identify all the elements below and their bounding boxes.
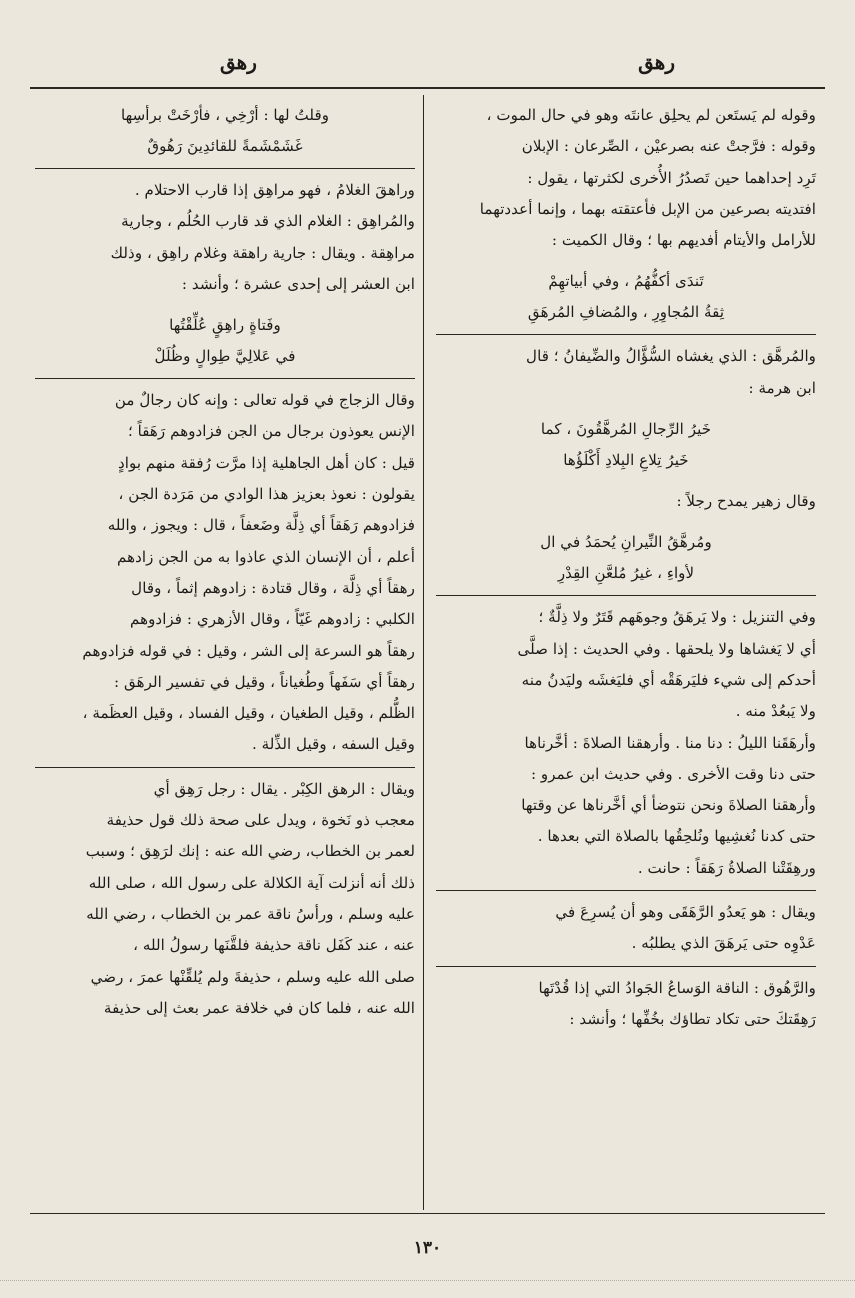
text-line: الظُّلم ، وقيل الطغيان ، وقيل الفساد ، وقيل العظَمة ، — [82, 704, 415, 723]
text-line: وراهقَ الغلامُ ، فهو مراهِق إذا قارب الاحتلام . — [134, 181, 415, 199]
section-divider — [35, 168, 415, 169]
verse-line: ومُرهَّقُ النِّيرانِ يُحمَدُ في ال — [540, 533, 712, 552]
section-divider — [436, 966, 816, 967]
text-line: ابن العشر إلى إحدى عشرة ؛ وأنشد : — [181, 274, 415, 293]
text-line: يقولون : نعوذ بعزيز هذا الوادي من مَرَدة الجن ، — [118, 485, 415, 504]
section-divider — [436, 334, 816, 335]
verse-line: غَشَمْشَمةً للقائدِينَ رَهُوقٌ — [147, 137, 303, 155]
section-divider — [35, 767, 415, 768]
verse-line: خَيرُ الرِّجالِ المُرهَّقُونَ ، كما — [540, 420, 712, 439]
bottom-rule — [30, 1213, 825, 1214]
text-line: حتى كدنا نُغشِيها ونُلحِقُها بالصلاة التي بعدها . — [537, 827, 816, 846]
text-line: وقيل السفه ، وقيل الذِّلة . — [251, 735, 415, 754]
text-line: الله عنه ، فلما كان في خلافة عمر بعث إلى حذيفة — [103, 998, 415, 1017]
text-line: أي لا يَغشاها ولا يلحقها . وفي الحديث : إذا صلَّى — [517, 639, 816, 658]
text-line: قيل : كان أهل الجاهلية إذا مرَّت رُفقة منهم بوادٍ — [117, 453, 415, 472]
text-line: رهقاً أي سَفَهاً وطُغياناً ، وقيل في تفسير الرهَق : — [114, 672, 415, 691]
text-line: وفي التنزيل : ولا يَرهَقُ وجوهَهم قَتَرٌ ولا ذِلَّةٌ ؛ — [538, 608, 816, 627]
text-line: والمُرهَّق : الذي يغشاه السُّؤَّالُ والضِّيفانُ ؛ قال — [526, 347, 816, 366]
text-line: وأرهَقَنا الليلُ : دنا منا . وأرهقنا الصلاةَ : أخَّرناها — [524, 733, 816, 752]
text-line: رهقاً أي ذِلَّة ، وقال قتادة : زادوهم إثماً ، وقال — [131, 578, 415, 597]
text-line: عنه ، عند كَفَل ناقة حذيفة فلقَّنَها رسولُ الله ، — [133, 936, 415, 955]
verse-line: وفَتاةٍ راهِقٍ عُلِّقْتُها — [169, 316, 281, 335]
verse-line: ثِقةُ المُجاوِرِ ، والمُضافِ المُرهَقِ — [527, 303, 725, 322]
top-rule — [30, 87, 825, 89]
text-line: وقوله لم يَستَعن لم يحلِق عانتَه وهو في حال الموت ، — [486, 106, 816, 124]
text-line: وقوله : فرَّجتْ عنه بصرعيْن ، الصِّرعان : الإبلان — [521, 137, 816, 156]
text-line: ويقال : هو يَعدُو الرَّهَقَى وهو أن يُسرِعَ في — [555, 903, 816, 922]
text-line: ذلك أنه أنزلت آية الكلالة على رسول الله ، صلى الله — [88, 873, 415, 892]
text-line: فزادوهم رَهَقاً أي ذِلَّة وضَعفاً ، قال : ويجوز ، والله — [107, 516, 415, 535]
text-line: أعلم ، أن الإنسان الذي عاذوا به من الجن زادهم — [116, 547, 415, 566]
verse-line: في عَلالِيَّ طِوالٍ وظُلَلْ — [154, 347, 296, 366]
header-keyword-left: رهق — [220, 50, 257, 74]
text-line: معجب ذو نَخوة ، ويدل على صحة ذلك قول حذيفة — [106, 811, 415, 830]
section-divider — [436, 595, 816, 596]
left-column — [35, 100, 415, 1024]
section-divider — [436, 890, 816, 891]
text-line: تَرِد إحداهما حين تَصدُرُ الأُخرى لكثرتها ، يقول : — [527, 168, 816, 187]
text-line: رهقاً هو السرعة إلى الشر ، وقيل : في قوله فزادوهم — [82, 641, 415, 660]
verse-line: خَيرُ تِلاعِ البِلادِ أَكْلَؤُها — [563, 451, 689, 470]
text-line: والمُراهِق : الغلام الذي قد قارب الحُلُم ، وجارية — [121, 212, 415, 231]
text-line: عليه وسلم ، ورأسُ ناقة عمر بن الخطاب ، رضي الله — [86, 904, 415, 923]
column-divider — [423, 95, 424, 1210]
verse-line: لأواءِ ، غيرُ مُلعَّنِ القِدْرِ — [557, 564, 695, 583]
text-line: رَهِقَتكَ حتى تكاد تطاؤك بخُفِّها ؛ وأنشد : — [569, 1009, 816, 1028]
bottom-dotted-edge — [0, 1280, 855, 1282]
text-line: والرَّهُوق : الناقة الوَساعُ الجَوادُ التي إذا قُدْتَها — [538, 978, 816, 997]
text-line: صلى الله عليه وسلم ، حذيفةَ ولم يُلقِّنْها عمرَ ، رضي — [90, 967, 415, 986]
text-line: الإنس يعوذون برجال من الجن فزادوهم رَهَقاً ؛ — [127, 422, 415, 441]
verse-line: وقلتُ لها : أرْخِي ، فأرْخَتْ برأسِها — [120, 106, 330, 124]
text-line: الكلبي : زادوهم غَيّاً ، وقال الأزهري : فزادوهم — [129, 610, 415, 629]
text-line: وقال الزجاج في قوله تعالى : وإنه كان رجالٌ من — [114, 391, 415, 410]
text-line: ابن هرمة : — [748, 378, 816, 397]
text-line: ويقال : الرهق الكِبْر . يقال : رجل رَهِق أي — [153, 779, 415, 798]
page-number: ١٣٠ — [413, 1238, 442, 1258]
text-line: عَدْوِه حتى يَرهَقَ الذي يطلبُه . — [631, 934, 816, 953]
header-keyword-right: رهق — [638, 50, 675, 74]
text-line: حتى دنا وقت الأخرى . وفي حديث ابن عمرو : — [530, 764, 816, 783]
text-line: أحدكم إلى شيء فليَرهَقْه أي فليَغشَه وليَدنُ منه — [521, 670, 816, 689]
text-line: لعمر بن الخطاب، رضي الله عنه : إنك لرَهِق ؛ وسبب — [85, 842, 415, 861]
text-line: وقال زهير يمدح رجلاً : — [676, 492, 816, 511]
right-column — [436, 100, 816, 1035]
text-line: ولا يَبعُدْ منه . — [735, 702, 816, 721]
verse-line: تَندَى أكفُّهُمُ ، وفي أبياتهِمْ — [548, 272, 704, 291]
text-line: مراهِقة . ويقال : جارية راهقة وغلام راهِق ، وذلك — [110, 243, 415, 262]
section-divider — [35, 378, 415, 379]
text-line: ورهِقَتْنا الصلاةُ رَهَقاً : حانت . — [637, 858, 816, 877]
text-line: وأرهقنا الصلاةَ ونحن نتوضأ أي أخَّرناها عن وقتها — [521, 796, 816, 815]
text-line: افتديته بصرعين من الإبل فأعتقته بهما ، وإنما أعددتهما — [479, 199, 816, 218]
text-line: للأرامل والأيتام أفديهم بها ؛ وقال الكميت : — [551, 231, 816, 250]
